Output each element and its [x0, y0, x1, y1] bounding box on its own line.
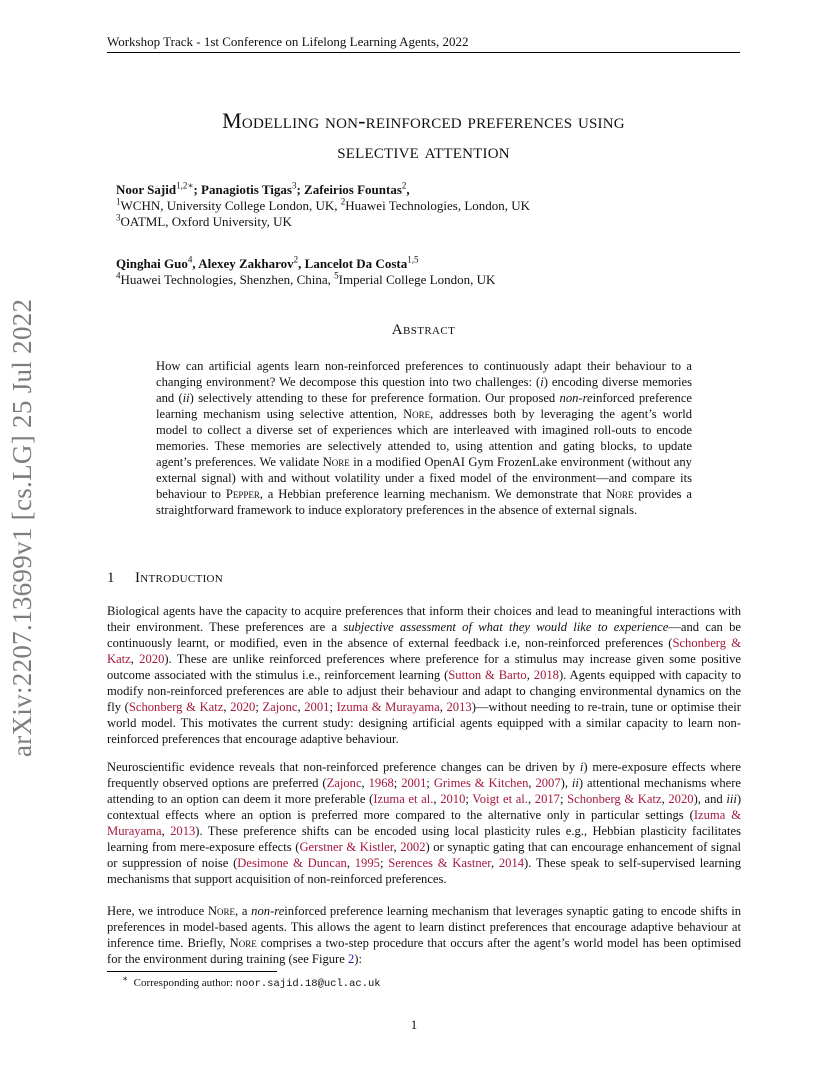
citation-link[interactable]: Schonberg & Katz: [128, 700, 224, 714]
affil-mark: 4: [116, 270, 121, 281]
affil-mark: 1,2: [176, 180, 188, 191]
citation-year-link[interactable]: 2014: [498, 856, 525, 870]
section-title: Introduction: [135, 570, 224, 586]
citation-link[interactable]: Zajonc: [262, 700, 298, 714]
citation-year-link[interactable]: 2013: [170, 824, 196, 838]
citation-link[interactable]: Izuma & Murayama: [336, 700, 440, 714]
page-number: 1: [410, 1017, 418, 1032]
footnote-mark: ∗: [122, 973, 129, 984]
affil-mark: 2: [340, 196, 346, 207]
affiliation-text: OATML, Oxford University, UK: [120, 214, 292, 229]
citation-link[interactable]: Gerstner & Kistler: [299, 840, 394, 854]
affiliation-line: [116, 214, 736, 230]
citation-year-link[interactable]: 2020: [139, 652, 165, 666]
citation-year-link[interactable]: 2001: [304, 700, 330, 714]
affil-mark: 1: [116, 196, 121, 207]
citation-link[interactable]: Izuma et al.: [373, 792, 434, 806]
citation-link[interactable]: Grimes & Kitchen: [433, 776, 529, 790]
citation-year-link[interactable]: 2007: [535, 776, 561, 790]
affiliation-line: [116, 272, 736, 288]
citation-link[interactable]: Schonberg & Katz: [107, 636, 741, 666]
citation-year-link[interactable]: 1995: [354, 856, 380, 870]
citation-link[interactable]: Schonberg & Katz: [567, 792, 662, 806]
citation-year-link[interactable]: 2013: [446, 700, 472, 714]
citation-link[interactable]: Voigt et al.: [472, 792, 528, 806]
footnote-text: Corresponding author:: [133, 977, 236, 989]
citation-link[interactable]: Sutton & Barto: [448, 668, 527, 682]
citation-year-link[interactable]: 2001: [401, 776, 427, 790]
method-name: Nore: [606, 487, 634, 501]
arxiv-stamp: arXiv:2207.13699v1 [cs.LG] 25 Jul 2022: [7, 298, 37, 758]
baseline-name: Pepper: [225, 487, 260, 501]
affil-mark: 2: [293, 254, 299, 265]
abstract-heading: Abstract: [391, 322, 456, 338]
affil-mark: 2: [401, 180, 407, 191]
paragraph-1: Biological agents have the capacity to acquire preferences that inform their choices and lead to meaningful interactions with their environment. These preferences are a subjective assessment of what they would like to experience—and can be continuously learnt, or modified, even in the absence of external feedback i.e, non-reinforced preferences (Schonberg & Katz, 2020). These are unlike reinforced preferences where preference for a stimulus may increase given some positive outcome associated with the stimulus i.e., reinforcement learning (Sutton & Barto, 2018). Agents equipped with capacity to modify non-reinforced preferences are able to adjust their behaviour and adapt to changing environmental dynamics on the fly (Schonberg & Katz, 2020; Zajonc, 2001; Izuma & Murayama, 2013)—without needing to re-train, tune or optimise their world model. This motivates the current study: designing artificial agents equipped with a similar capacity to learn non-reinforced preferences that encourage adaptive behaviour.: [107, 604, 742, 746]
title-line-2: selective attention: [337, 138, 510, 163]
author-name: Qinghai Guo: [116, 256, 188, 271]
citation-link[interactable]: Serences & Kastner: [388, 856, 491, 870]
author-name: Lancelot Da Costa: [304, 256, 408, 271]
affiliation-text: WCHN, University College London, UK,: [120, 198, 341, 213]
footnote-rule: [107, 971, 277, 972]
paper-title: [107, 106, 740, 166]
footnote: [122, 973, 381, 990]
running-header: Workshop Track - 1st Conference on Lifelong Learning Agents, 2022: [107, 34, 469, 49]
corresponding-mark: ∗: [187, 180, 194, 191]
citation-year-link[interactable]: 1968: [368, 776, 394, 790]
affiliation-text: Huawei Technologies, London, UK: [345, 198, 531, 213]
citation-link[interactable]: Desimone & Duncan: [237, 856, 347, 870]
citation-year-link[interactable]: 2017: [534, 792, 560, 806]
citation-year-link[interactable]: 2010: [440, 792, 466, 806]
method-name: Nore: [207, 904, 236, 918]
author-name: Zafeirios Fountas: [304, 182, 402, 197]
citation-year-link[interactable]: 2002: [400, 840, 426, 854]
affil-mark: 3: [291, 180, 297, 191]
paragraph-2: Neuroscientific evidence reveals that non-reinforced preference changes can be driven by i) mere-exposure effects where frequently observed options are preferred (Zajonc, 1968; 2001; Grimes & Kitchen, 2007), ii) attentional mechanisms where attending to an option can deem it more preferable (Izuma et al., 2010; Voigt et al., 2017; Schonberg & Katz, 2020), and iii) contextual effects where an option is preferred more compared to the alternative only in particular settings (Izuma & Murayama, 2013). These preference shifts can be encoded using local plasticity rules e.g., Hebbian plasticity facilitates learning from mere-exposure effects (Gerstner & Kistler, 2002) or synaptic gating that can encourage enhancement of signal or suppression of noise (Desimone & Duncan, 1995; Serences & Kastner, 2014). These speak to self-supervised learning mechanisms that support acquisition of non-reinforced preferences.: [107, 760, 742, 886]
author-block: [116, 182, 736, 288]
title-line-1: Modelling non-reinforced preferences using: [222, 108, 625, 133]
citation-link[interactable]: Zajonc: [326, 776, 362, 790]
citation-year-link[interactable]: 2020: [668, 792, 694, 806]
author-name: Alexey Zakharov: [198, 256, 294, 271]
method-name: Nore: [322, 455, 350, 469]
affiliation-line: [116, 198, 736, 214]
affil-mark: 3: [116, 212, 121, 223]
affil-mark: 4: [187, 254, 193, 265]
affil-mark: 1,5: [407, 254, 419, 265]
citation-year-link[interactable]: 2020: [230, 700, 256, 714]
footnote-email[interactable]: noor.sajid.18@ucl.ac.uk: [235, 978, 381, 990]
figure-reference-link[interactable]: 2: [347, 952, 355, 966]
author-name: Panagiotis Tigas: [201, 182, 292, 197]
section-number: 1: [107, 570, 115, 586]
paragraph-3: Here, we introduce Nore, a non-reinforced preference learning mechanism that leverages synaptic gating to encode shifts in preferences in model-based agents. This allows the agent to learn distinct preferences that encourage adaptive behaviour at inference time. Briefly, Nore comprises a two-step procedure that occurs after the agent’s world model has been optimised for the environment during training (see Figure 2):: [107, 904, 742, 966]
method-name: Nore: [229, 936, 257, 950]
citation-year-link[interactable]: 2018: [533, 668, 559, 682]
abstract-body: How can artificial agents learn non-reinforced preferences to continuously adapt their behaviour to a changing environment? We decompose this question into two challenges: (i) encoding diverse memories and (ii) selectively attending to these for preference formation. Our proposed non-reinforced preference learning mechanism using selective attention, Nore, addresses both by leveraging the agent’s world model to collect a diverse set of experiences which are interleaved with imagined roll-outs to encode memories. These memories are selectively attended to, using attention and gating blocks, to update agent’s preferences. We validate Nore in a modified OpenAI Gym FrozenLake environment (without any external signal) with and without volatility under a fixed model of the environment—and compare its behaviour to Pepper, a Hebbian preference learning mechanism. We demonstrate that Nore provides a straightforward framework to induce exploratory preferences in the absence of external signals.: [156, 359, 692, 517]
affiliation-text: Imperial College London, UK: [338, 272, 496, 287]
citation-link[interactable]: Izuma & Murayama: [107, 808, 741, 838]
method-name: Nore: [403, 407, 431, 421]
header-rule: [107, 52, 740, 53]
section-heading: [107, 570, 223, 587]
author-name: Noor Sajid: [116, 182, 177, 197]
affil-mark: 5: [334, 270, 339, 281]
author-line-2: Qinghai Guo$^4$, Alexey Zakharov$^2$, Lancelot Da Costa$^{1,5}$: [116, 254, 419, 271]
author-line-1: Noor Sajid$^{1,2∗}$; Panagiotis Tigas$^3$; Zafeirios Fountas$^2$,: [116, 180, 410, 197]
affiliation-text: Huawei Technologies, Shenzhen, China,: [120, 272, 335, 287]
